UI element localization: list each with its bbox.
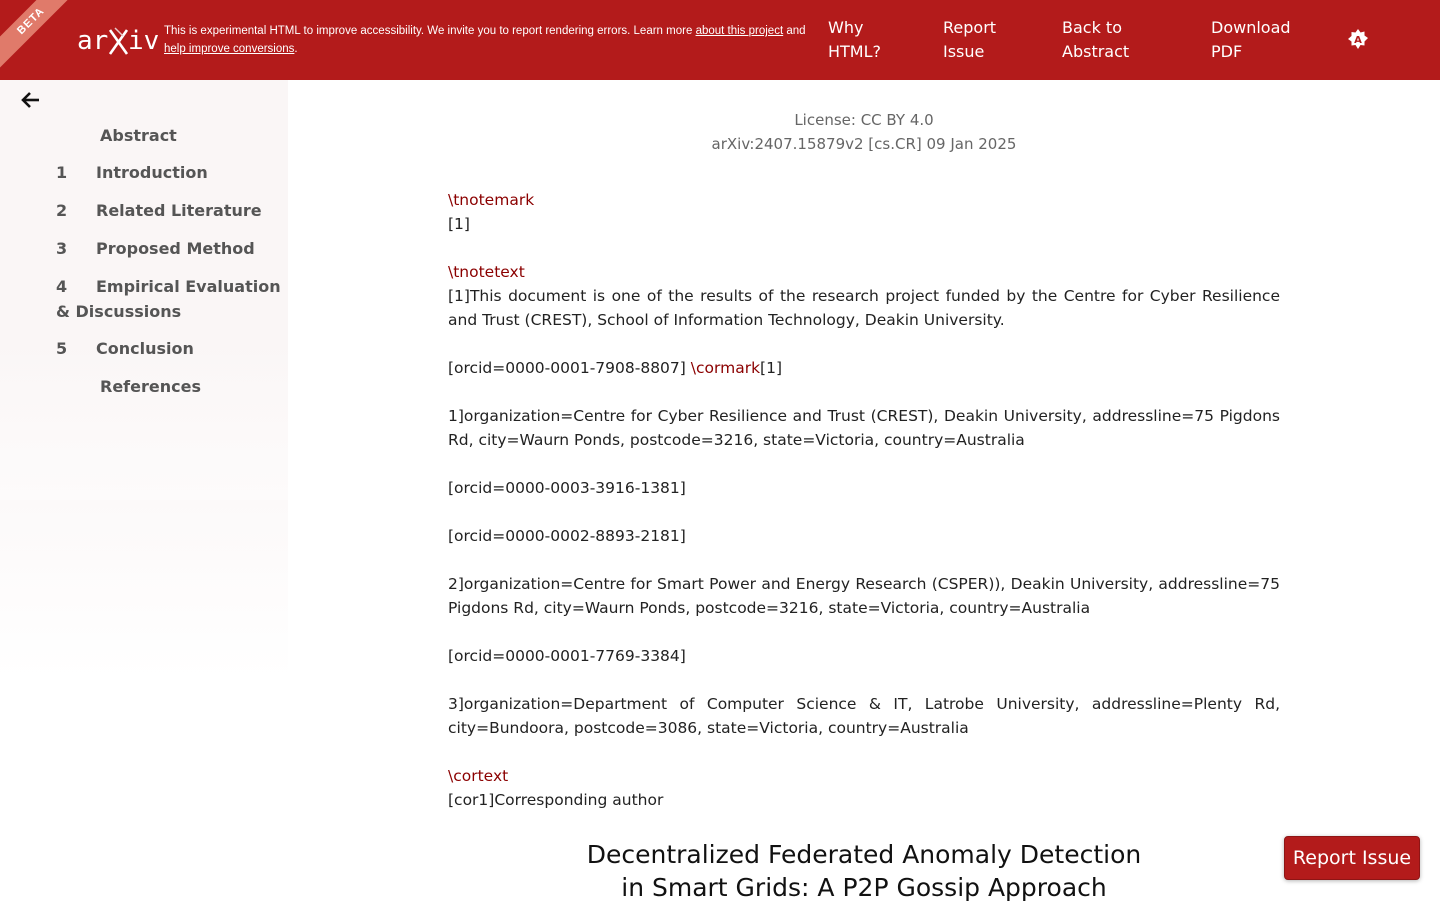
report-issue-link[interactable]: [943, 16, 996, 64]
toc-number: 5: [56, 339, 68, 358]
article-body: [448, 108, 1280, 812]
report-issue-line1: Report: [943, 18, 997, 37]
why-html-line2: HTML?: [828, 42, 882, 61]
toc-label: References: [100, 377, 201, 396]
arxiv-identifier: arXiv:2407.15879v2 [cs.CR] 09 Jan 2025: [711, 135, 1017, 153]
experimental-notice: [164, 22, 814, 58]
top-banner: [0, 0, 1440, 80]
paragraph-text: [1]: [760, 359, 783, 377]
arxiv-logo[interactable]: [77, 22, 160, 58]
tnotemark-paragraph: [448, 188, 1280, 236]
collapse-toc-arrow-icon[interactable]: [20, 90, 42, 110]
paper-title-line1: Decentralized Federated Anomaly Detection: [586, 840, 1142, 869]
orcid-paragraph-1: [448, 356, 1280, 380]
paragraph-text: [1]This document is one of the results of the research project funded by the Centre for Cyber Resilience and Trust (CREST), School of Information Technology, Deakin University.: [448, 287, 1280, 329]
toc-label: Empirical Evaluation: [96, 277, 281, 296]
toc-item-empirical-evaluation[interactable]: [56, 274, 281, 324]
paper-title-line2: in Smart Grids: A P2P Gossip Approach: [621, 873, 1107, 902]
svg-text:iv: iv: [128, 26, 160, 56]
report-issue-line2: Issue: [943, 42, 985, 61]
orcid-paragraph-4: [orcid=0000-0001-7769-3384]: [448, 647, 686, 665]
beta-ribbon: BETA: [0, 0, 85, 75]
license-text: License: CC BY 4.0: [794, 111, 934, 129]
orcid-paragraph-3: [orcid=0000-0002-8893-2181]: [448, 527, 686, 545]
notice-and: and: [786, 25, 806, 37]
paper-title: [448, 838, 1280, 904]
orcid-paragraph-2: [orcid=0000-0003-3916-1381]: [448, 479, 686, 497]
toc-number: 2: [56, 201, 68, 220]
report-issue-floating-button[interactable]: Report Issue: [1284, 836, 1420, 880]
latex-macro: \cormark: [690, 359, 761, 377]
paragraph-text: [cor1]Corresponding author: [448, 791, 664, 809]
cortext-paragraph: [448, 764, 1280, 812]
tnotetext-paragraph: [448, 260, 1280, 332]
back-to-abstract-line2: Abstract: [1062, 42, 1130, 61]
download-pdf-link[interactable]: [1211, 16, 1291, 64]
notice-text: This is experimental HTML to improve accessibility. We invite you to report rendering errors. Learn more: [164, 25, 693, 37]
toc-number: 1: [56, 163, 68, 182]
toc-label: Abstract: [100, 126, 177, 145]
latex-macro: \tnotemark: [448, 191, 535, 209]
paragraph-text: [orcid=0000-0001-7908-8807]: [448, 359, 691, 377]
toc-number: 3: [56, 239, 68, 258]
svg-text:A: A: [1354, 35, 1362, 46]
download-pdf-line1: Download: [1211, 18, 1291, 37]
affiliation-paragraph-2: 2]organization=Centre for Smart Power and Energy Research (CSPER)), Deakin University, addressline=75 Pigdons Rd, city=Waurn Ponds, postcode=3216, state=Victoria, country=Australia: [448, 575, 1280, 617]
toc-number: 4: [56, 277, 68, 296]
back-to-abstract-line1: Back to: [1062, 18, 1122, 37]
toc-label: Related Literature: [96, 201, 262, 220]
about-project-link[interactable]: about this project: [695, 25, 784, 37]
why-html-link[interactable]: [828, 16, 881, 64]
why-html-line1: Why: [828, 18, 864, 37]
toc-label: Conclusion: [96, 339, 194, 358]
back-to-abstract-link[interactable]: [1062, 16, 1129, 64]
download-pdf-line2: PDF: [1211, 42, 1243, 61]
svg-text:ar: ar: [77, 26, 109, 56]
notice-end: .: [294, 43, 298, 55]
toc-label: Proposed Method: [96, 239, 255, 258]
theme-toggle-icon[interactable]: [1347, 28, 1369, 50]
toc-label: Introduction: [96, 163, 208, 182]
affiliation-paragraph-1: 1]organization=Centre for Cyber Resilience and Trust (CREST), Deakin University, addressline=75 Pigdons Rd, city=Waurn Ponds, postcode=3216, state=Victoria, country=Australia: [448, 407, 1280, 449]
toc-sidebar-fade: [0, 500, 288, 680]
toc-label-line2: & Discussions: [56, 302, 182, 321]
latex-macro: \cortext: [448, 767, 509, 785]
affiliation-paragraph-3: 3]organization=Department of Computer Science & IT, Latrobe University, addressline=Plenty Rd, city=Bundoora, postcode=3086, state=Victoria, country=Australia: [448, 695, 1280, 737]
paragraph-text: [1]: [448, 215, 470, 233]
latex-macro: \tnotetext: [448, 263, 525, 281]
help-improve-link[interactable]: help improve conversions: [164, 43, 295, 55]
